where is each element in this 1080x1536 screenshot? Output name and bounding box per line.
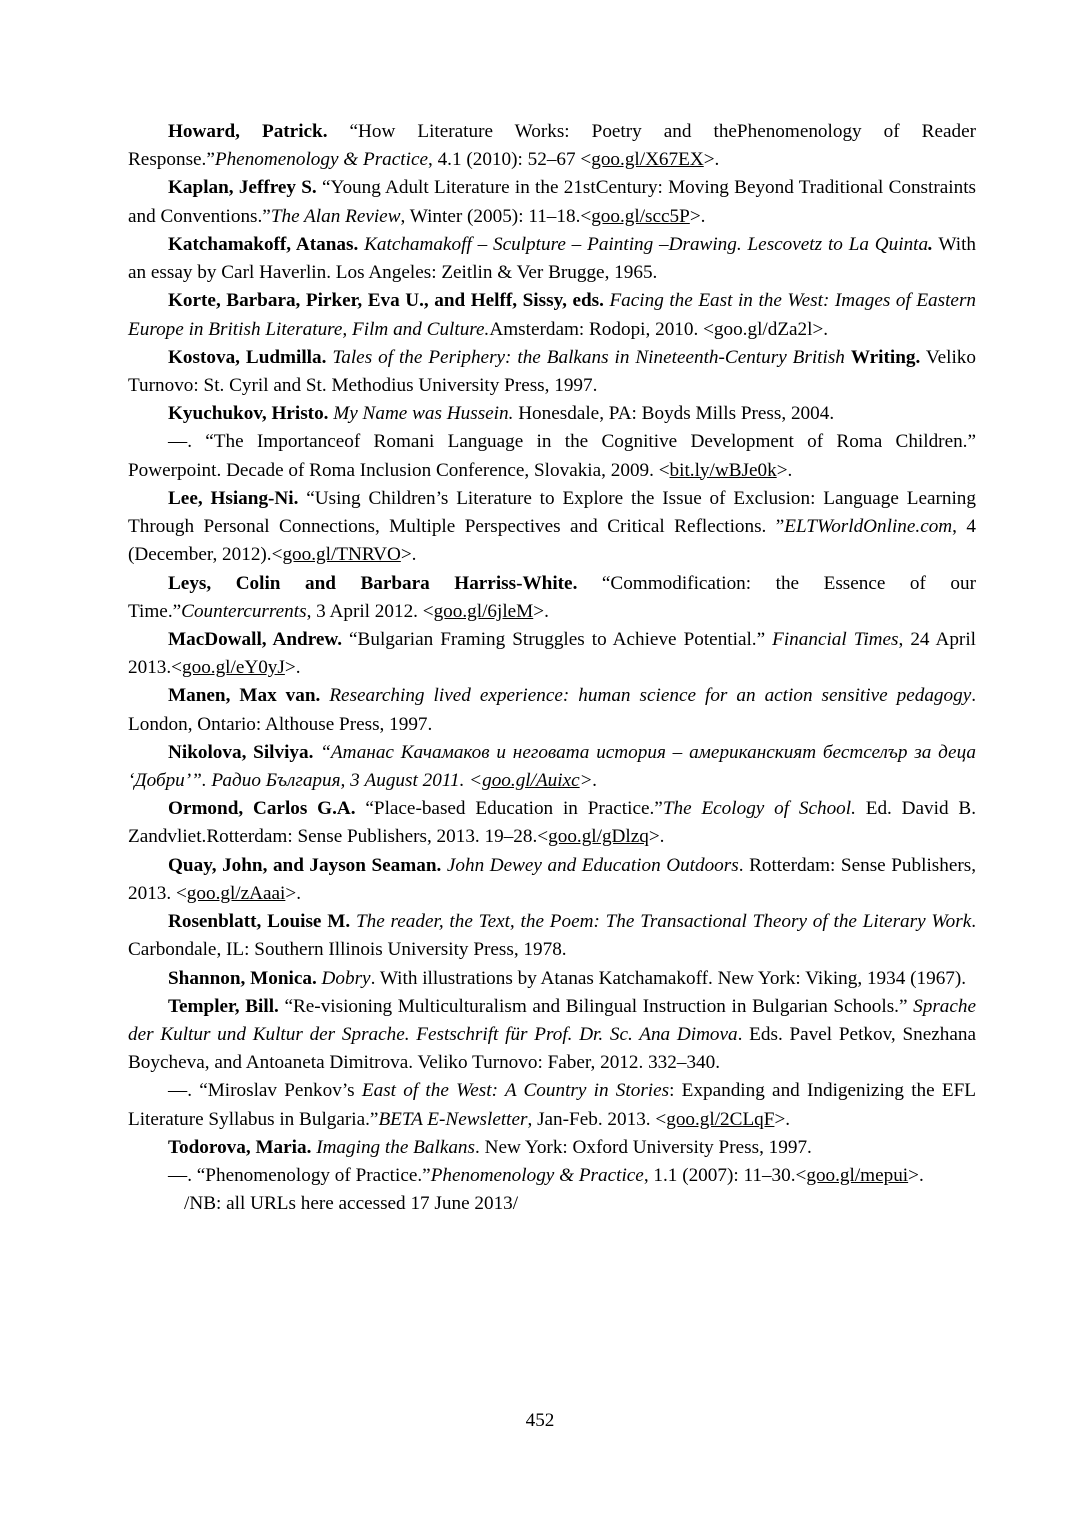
citation-text: : Expanding and Indigenizing the EFL Literature Syllabus in Bulgaria.” (128, 1080, 977, 1130)
citation-text: >. (774, 1108, 791, 1130)
citation-url[interactable]: goo.gl/eY0yJ (182, 657, 285, 679)
author-name: MacDowall, Andrew. (168, 628, 343, 650)
citation-text: “Young Adult Literature in the 21stCentury: Moving Beyond Traditional Constraints and Conventions.” (128, 177, 976, 227)
bibliography-entry (128, 174, 976, 230)
citation-text: . New York: Oxford University Press, 1997. (475, 1136, 812, 1158)
title-italic: The Alan Review (270, 205, 401, 227)
author-name: Howard, Patrick. (168, 121, 328, 142)
citation-text: , Winter (2005): 11–18.< (400, 205, 592, 227)
title-italic: Phenomenology & Practice (214, 149, 428, 171)
author-name: Quay, John, and Jayson Seaman. (168, 854, 442, 876)
title-italic: Countercurrents (181, 600, 307, 622)
author-name: Korte, Barbara, Pirker, Eva U., and Helff, Sissy, eds. (168, 290, 604, 312)
citation-text: . London, Ontario: Althouse Press, 1997. (128, 685, 977, 735)
citation-url[interactable]: goo.gl/scc5P (591, 205, 690, 227)
bibliography-entry (128, 739, 976, 795)
bibliography-entry (128, 795, 976, 851)
citation-url[interactable]: goo.gl/gDlzq (548, 826, 649, 848)
title-italic: BETA E-Newsletter (378, 1108, 528, 1130)
bibliography-entry (128, 908, 976, 964)
author-name: Katchamakoff, Atanas. (168, 233, 359, 255)
citation-text: “Using Children’s Literature to Explore the Issue of Exclusion: Language Learning Through Personal Connections, Multiple Perspectives and Critical Reflections. ” (128, 487, 976, 538)
citation-text: >. (400, 544, 417, 566)
citation-url[interactable]: goo.gl/2CLqF (666, 1108, 775, 1130)
citation-text: >. (533, 600, 549, 622)
bibliography-entry (128, 570, 976, 626)
title-italic: Financial Times (772, 628, 899, 650)
author-name: Kostova, Ludmilla. (168, 346, 327, 368)
citation-text: >. (776, 459, 793, 481)
citation-text: “How Literature Works: Poetry and thePhenomenology of Reader Response.” (128, 121, 976, 171)
citation-text: . Rotterdam: Sense Publishers, 2013. < (128, 854, 977, 904)
title-italic: Tales of the Periphery: the Balkans in Nineteenth-Century British (326, 346, 851, 368)
citation-text: —. “Phenomenology of Practice.” (168, 1165, 431, 1187)
author-name: Kaplan, Jeffrey S. (168, 177, 317, 199)
citation-url[interactable]: goo.gl/mepui (806, 1165, 909, 1187)
citation-text: , 4 (December, 2012).< (128, 516, 976, 566)
title-italic: John Dewey and Education Outdoors (441, 854, 739, 876)
bibliography-entry (128, 485, 976, 570)
title-italic: The Ecology of School. (662, 798, 856, 820)
bibliography-entry (128, 993, 976, 1078)
title-italic: Researching lived experience: human science for an action sensitive pedagogy (320, 685, 972, 707)
author-name: Templer, Bill. (168, 995, 279, 1017)
title-italic: Imaging the Balkans (311, 1136, 475, 1158)
title-italic: “Атанас Качамаков и неговата история – американският бестселър за деца ‘Добри’”. Радио България, 3 August 2011. < (128, 741, 976, 792)
bibliography-entry (128, 682, 976, 738)
citation-text: , 4.1 (2010): 52–67 < (427, 149, 592, 171)
access-note: /NB: all URLs here accessed 17 June 2013/ (184, 1193, 519, 1215)
author-name: Rosenblatt, Louise M. (168, 911, 351, 933)
citation-url[interactable]: goo.gl/zAaai (186, 882, 286, 904)
author-name: Ormond, Carlos G.A. (168, 798, 356, 820)
citation-text: With an essay by Carl Haverlin. Los Angeles: Zeitlin & Ver Brugge, 1965. (128, 233, 976, 284)
title-italic: The reader, the Text, the Poem: The Transactional Theory of the Literary Work (350, 911, 972, 933)
citation-text: Honesdale, PA: Boyds Mills Press, 2004. (513, 403, 835, 425)
page-number: 452 (525, 1410, 555, 1431)
citation-text: , 1.1 (2007): 11–30.< (643, 1165, 807, 1187)
citation-text: , 24 April 2013.< (128, 628, 976, 679)
citation-url[interactable]: goo.gl/6jleM (433, 600, 534, 622)
title-italic: Sprache der Kultur und Kultur der Sprache. Festschrift für Prof. Dr. Sc. Ana Dimova (128, 995, 977, 1045)
title-bold-italic: . (928, 233, 933, 255)
bibliography-entry (128, 1162, 976, 1190)
title-italic: >. (579, 770, 598, 792)
author-name: Shannon, Monica. (168, 967, 317, 989)
bibliography-list (128, 118, 976, 1190)
title-italic: My Name was Hussein. (328, 403, 514, 425)
author-name: Leys, Colin and Barbara Harriss-White. (168, 572, 578, 594)
title-italic: Phenomenology & Practice (430, 1165, 644, 1187)
author-name: Manen, Max van. (168, 685, 321, 707)
bibliography-entry (128, 1134, 976, 1162)
bibliography-entry (128, 1077, 976, 1133)
author-name: Writing. (850, 346, 921, 368)
citation-text: , Jan-Feb. 2013. < (527, 1108, 667, 1130)
citation-text: . With illustrations by Atanas Katchamakoff. New York: Viking, 1934 (1967). (370, 967, 967, 989)
citation-url[interactable]: bit.ly/wBJe0k (669, 459, 777, 481)
citation-text: . Eds. Pavel Petkov, Snezhana Boycheva, and Antoaneta Dimitrova. Veliko Turnovo: Faber, 2012. 332–340. (128, 1024, 976, 1074)
author-name: Nikolova, Silviya. (168, 741, 314, 763)
citation-text: . Carbondale, IL: Southern Illinois University Press, 1978. (128, 911, 977, 961)
bibliography-entry (128, 287, 976, 343)
citation-text: Amsterdam: Rodopi, 2010. <goo.gl/dZa2l>. (489, 318, 829, 340)
citation-url[interactable]: goo.gl/TNRVO (282, 544, 401, 566)
citation-text: “Commodification: the Essence of our Time.” (128, 572, 976, 622)
title-italic: Dobry (316, 967, 371, 989)
citation-text: Ed. David B. Zandvliet.Rotterdam: Sense Publishers, 2013. 19–28.< (128, 798, 976, 848)
title-italic: Katchamakoff – Sculpture – Painting –Drawing. Lescovetz to La Quinta (358, 233, 929, 255)
citation-text: >. (285, 882, 301, 904)
author-name: Todorova, Maria. (168, 1136, 312, 1158)
bibliography-entry (128, 965, 976, 993)
citation-text: , 3 April 2012. < (306, 600, 434, 622)
citation-text: >. (908, 1165, 924, 1187)
bibliography-entry (128, 626, 976, 682)
author-name: Kyuchukov, Hristo. (168, 403, 329, 425)
citation-text: >. (703, 149, 720, 171)
bibliography-entry (128, 400, 976, 428)
title-italic: East of the West: A Country in Stories (361, 1080, 670, 1102)
title-italic: ELTWorldOnline.com (784, 516, 953, 538)
title-italic: Facing the East in the West: Images of Eastern Europe in British Literature, Film and Culture. (128, 290, 977, 340)
citation-text: Veliko Turnovo: St. Cyril and St. Methodius University Press, 1997. (128, 346, 976, 396)
bibliography-entry (128, 344, 976, 400)
citation-text: —. “The Importanceof Romani Language in the Cognitive Development of Roma Children.” Powerpoint. Decade of Roma Inclusion Conference, Slovakia, 2009. < (128, 431, 976, 481)
citation-text: “Bulgarian Framing Struggles to Achieve Potential.” (342, 628, 773, 650)
bibliography-entry (128, 852, 976, 908)
citation-text: >. (648, 826, 665, 848)
citation-text: >. (689, 205, 706, 227)
citation-text: “Re-visioning Multiculturalism and Bilingual Instruction in Bulgarian Schools.” (278, 995, 908, 1017)
bibliography-entry (128, 428, 976, 484)
bibliography-entry (128, 231, 976, 287)
citation-text: “Place-based Education in Practice.” (355, 798, 663, 820)
citation-url[interactable]: goo.gl/X67EX (591, 149, 704, 171)
bibliography-entry (128, 118, 976, 174)
citation-url[interactable]: goo.gl/Auixc (482, 770, 580, 792)
citation-text: —. “Miroslav Penkov’s (168, 1080, 362, 1102)
citation-text: >. (284, 657, 301, 679)
author-name: Lee, Hsiang-Ni. (168, 487, 299, 509)
